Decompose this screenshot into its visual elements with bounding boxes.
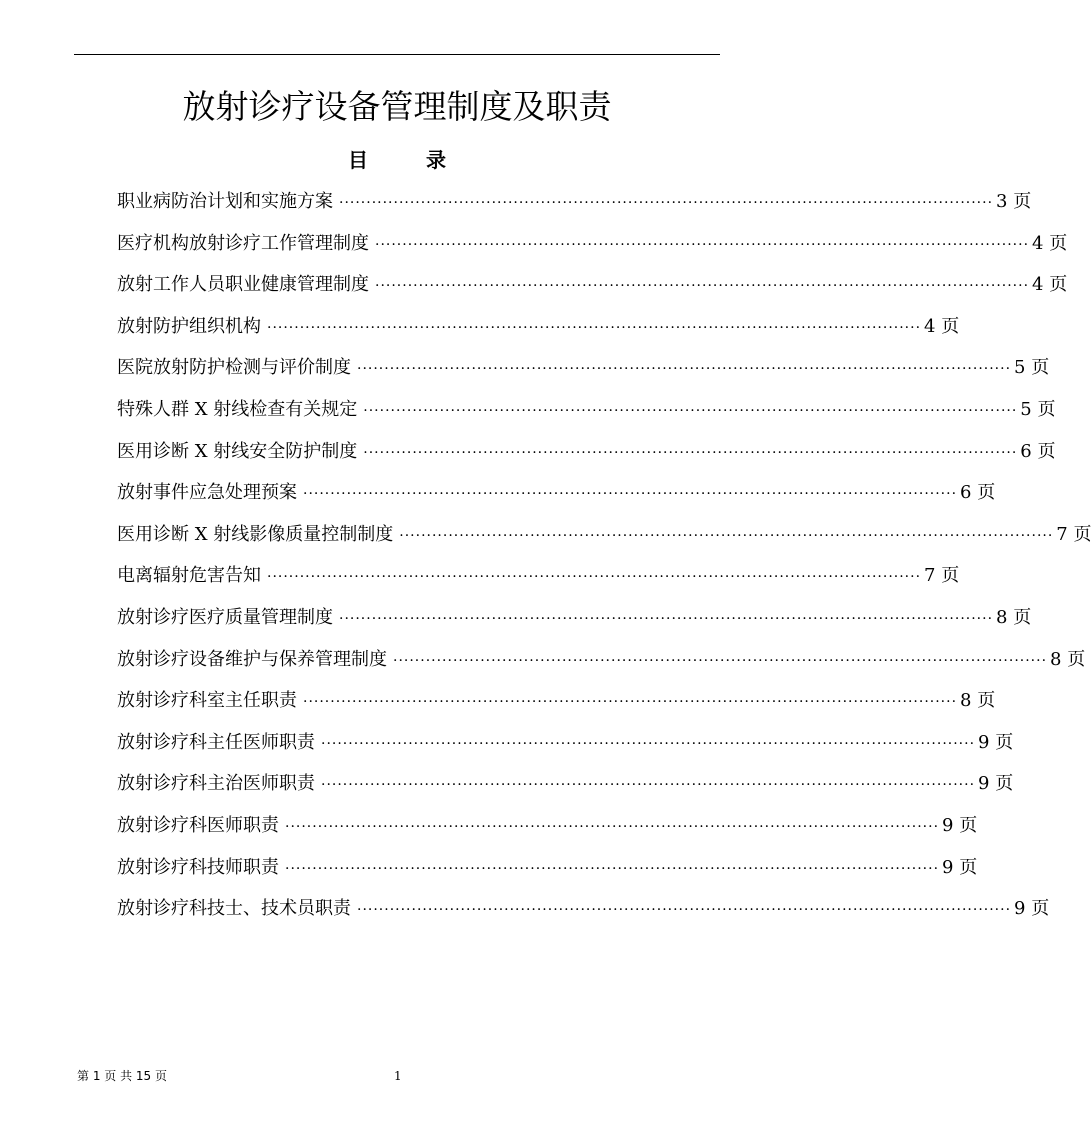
header-rule xyxy=(74,54,720,55)
toc-item-title: 医院放射防护检测与评价制度 xyxy=(117,357,351,379)
toc-heading-second-char: 录 xyxy=(426,148,446,172)
toc-item-title: 放射诊疗科主任医师职责 xyxy=(117,731,315,753)
toc-item-page: 3 页 xyxy=(996,191,1032,212)
toc-dot-leader: ························································································································ xyxy=(321,777,976,794)
toc-item-page: 5 页 xyxy=(1020,398,1056,420)
toc-dot-leader: ························································································································ xyxy=(285,818,940,835)
footer-page-number: 1 xyxy=(394,1069,402,1083)
toc-item[interactable] xyxy=(117,763,1014,805)
toc-item[interactable] xyxy=(117,639,1086,681)
toc-item-page: 7 页 xyxy=(924,565,960,587)
toc-item-title: 放射诊疗科技师职责 xyxy=(117,856,279,878)
toc-dot-leader: ························································································································ xyxy=(339,610,994,627)
toc-dot-leader: ························································································································ xyxy=(363,444,1018,461)
toc-item-page: 4 页 xyxy=(924,315,960,337)
toc-item-page: 4 页 xyxy=(1032,274,1068,296)
toc-item[interactable] xyxy=(117,805,978,847)
toc-item-title: 放射事件应急处理预案 xyxy=(117,482,297,504)
toc-dot-leader: ························································································································ xyxy=(375,278,1030,295)
toc-item[interactable] xyxy=(117,514,1091,556)
toc-item-title: 放射防护组织机构 xyxy=(117,315,261,337)
toc-item[interactable] xyxy=(117,181,1032,223)
toc-list xyxy=(117,181,1091,930)
toc-dot-leader: ························································································································ xyxy=(393,652,1048,669)
toc-dot-leader: ························································································································ xyxy=(303,694,958,711)
toc-item-page: 8 页 xyxy=(960,690,996,712)
toc-dot-leader: ························································································································ xyxy=(375,236,1030,253)
toc-item-page: 8 页 xyxy=(996,606,1032,628)
toc-item[interactable] xyxy=(117,472,996,514)
toc-heading-first-char: 目 xyxy=(348,148,368,172)
toc-item-title: 医用诊断 X 射线安全防护制度 xyxy=(117,440,358,462)
toc-item-title: 放射诊疗设备维护与保养管理制度 xyxy=(117,648,387,670)
toc-item-title: 放射诊疗医疗质量管理制度 xyxy=(117,606,333,628)
toc-dot-leader: ························································································································ xyxy=(339,195,994,211)
toc-item[interactable] xyxy=(117,722,1014,764)
toc-item[interactable] xyxy=(117,888,1050,930)
toc-item-title: 特殊人群 X 射线检查有关规定 xyxy=(117,398,358,420)
toc-dot-leader: ························································································································ xyxy=(321,735,976,752)
toc-item-page: 7 页 xyxy=(1056,523,1091,545)
toc-item-title: 电离辐射危害告知 xyxy=(117,565,261,587)
toc-item-page: 9 页 xyxy=(1014,898,1050,920)
toc-item-page: 9 页 xyxy=(942,856,978,878)
toc-item-title: 医用诊断 X 射线影像质量控制制度 xyxy=(117,523,394,545)
toc-item-page: 8 页 xyxy=(1050,648,1086,670)
toc-item[interactable] xyxy=(117,306,960,348)
toc-dot-leader: ························································································································ xyxy=(267,569,922,586)
footer-page-info: 第 1 页 共 15 页 xyxy=(77,1069,167,1083)
toc-item[interactable] xyxy=(117,847,978,889)
toc-item-page: 9 页 xyxy=(942,814,978,836)
toc-item[interactable] xyxy=(117,223,1068,265)
toc-item[interactable] xyxy=(117,431,1056,473)
toc-item-page: 9 页 xyxy=(978,731,1014,753)
toc-item-title: 放射诊疗科技士、技术员职责 xyxy=(117,898,351,920)
toc-item[interactable] xyxy=(117,597,1032,639)
toc-dot-leader: ························································································································ xyxy=(357,902,1012,919)
toc-dot-leader: ························································································································ xyxy=(357,361,1012,378)
toc-item[interactable] xyxy=(117,389,1056,431)
toc-item-title: 放射工作人员职业健康管理制度 xyxy=(117,274,369,296)
document-title: 放射诊疗设备管理制度及职责 xyxy=(182,87,612,126)
toc-item-title: 放射诊疗科主治医师职责 xyxy=(117,773,315,795)
toc-dot-leader: ························································································································ xyxy=(303,486,958,503)
toc-item-page: 9 页 xyxy=(978,773,1014,795)
toc-item-title: 放射诊疗科医师职责 xyxy=(117,814,279,836)
toc-heading xyxy=(0,146,794,174)
toc-item[interactable] xyxy=(117,347,1050,389)
toc-item-title: 职业病防治计划和实施方案 xyxy=(117,191,333,212)
toc-dot-leader: ························································································································ xyxy=(399,527,1054,544)
toc-item-title: 放射诊疗科室主任职责 xyxy=(117,690,297,712)
toc-dot-leader: ························································································································ xyxy=(363,402,1018,419)
toc-item-page: 6 页 xyxy=(960,482,996,504)
toc-item-page: 5 页 xyxy=(1014,357,1050,379)
toc-dot-leader: ························································································································ xyxy=(285,860,940,877)
toc-item-page: 4 页 xyxy=(1032,232,1068,254)
toc-dot-leader: ························································································································ xyxy=(267,319,922,336)
toc-item[interactable] xyxy=(117,680,996,722)
toc-item-page: 6 页 xyxy=(1020,440,1056,462)
toc-item[interactable] xyxy=(117,555,960,597)
toc-item-title: 医疗机构放射诊疗工作管理制度 xyxy=(117,232,369,254)
toc-item[interactable] xyxy=(117,264,1068,306)
